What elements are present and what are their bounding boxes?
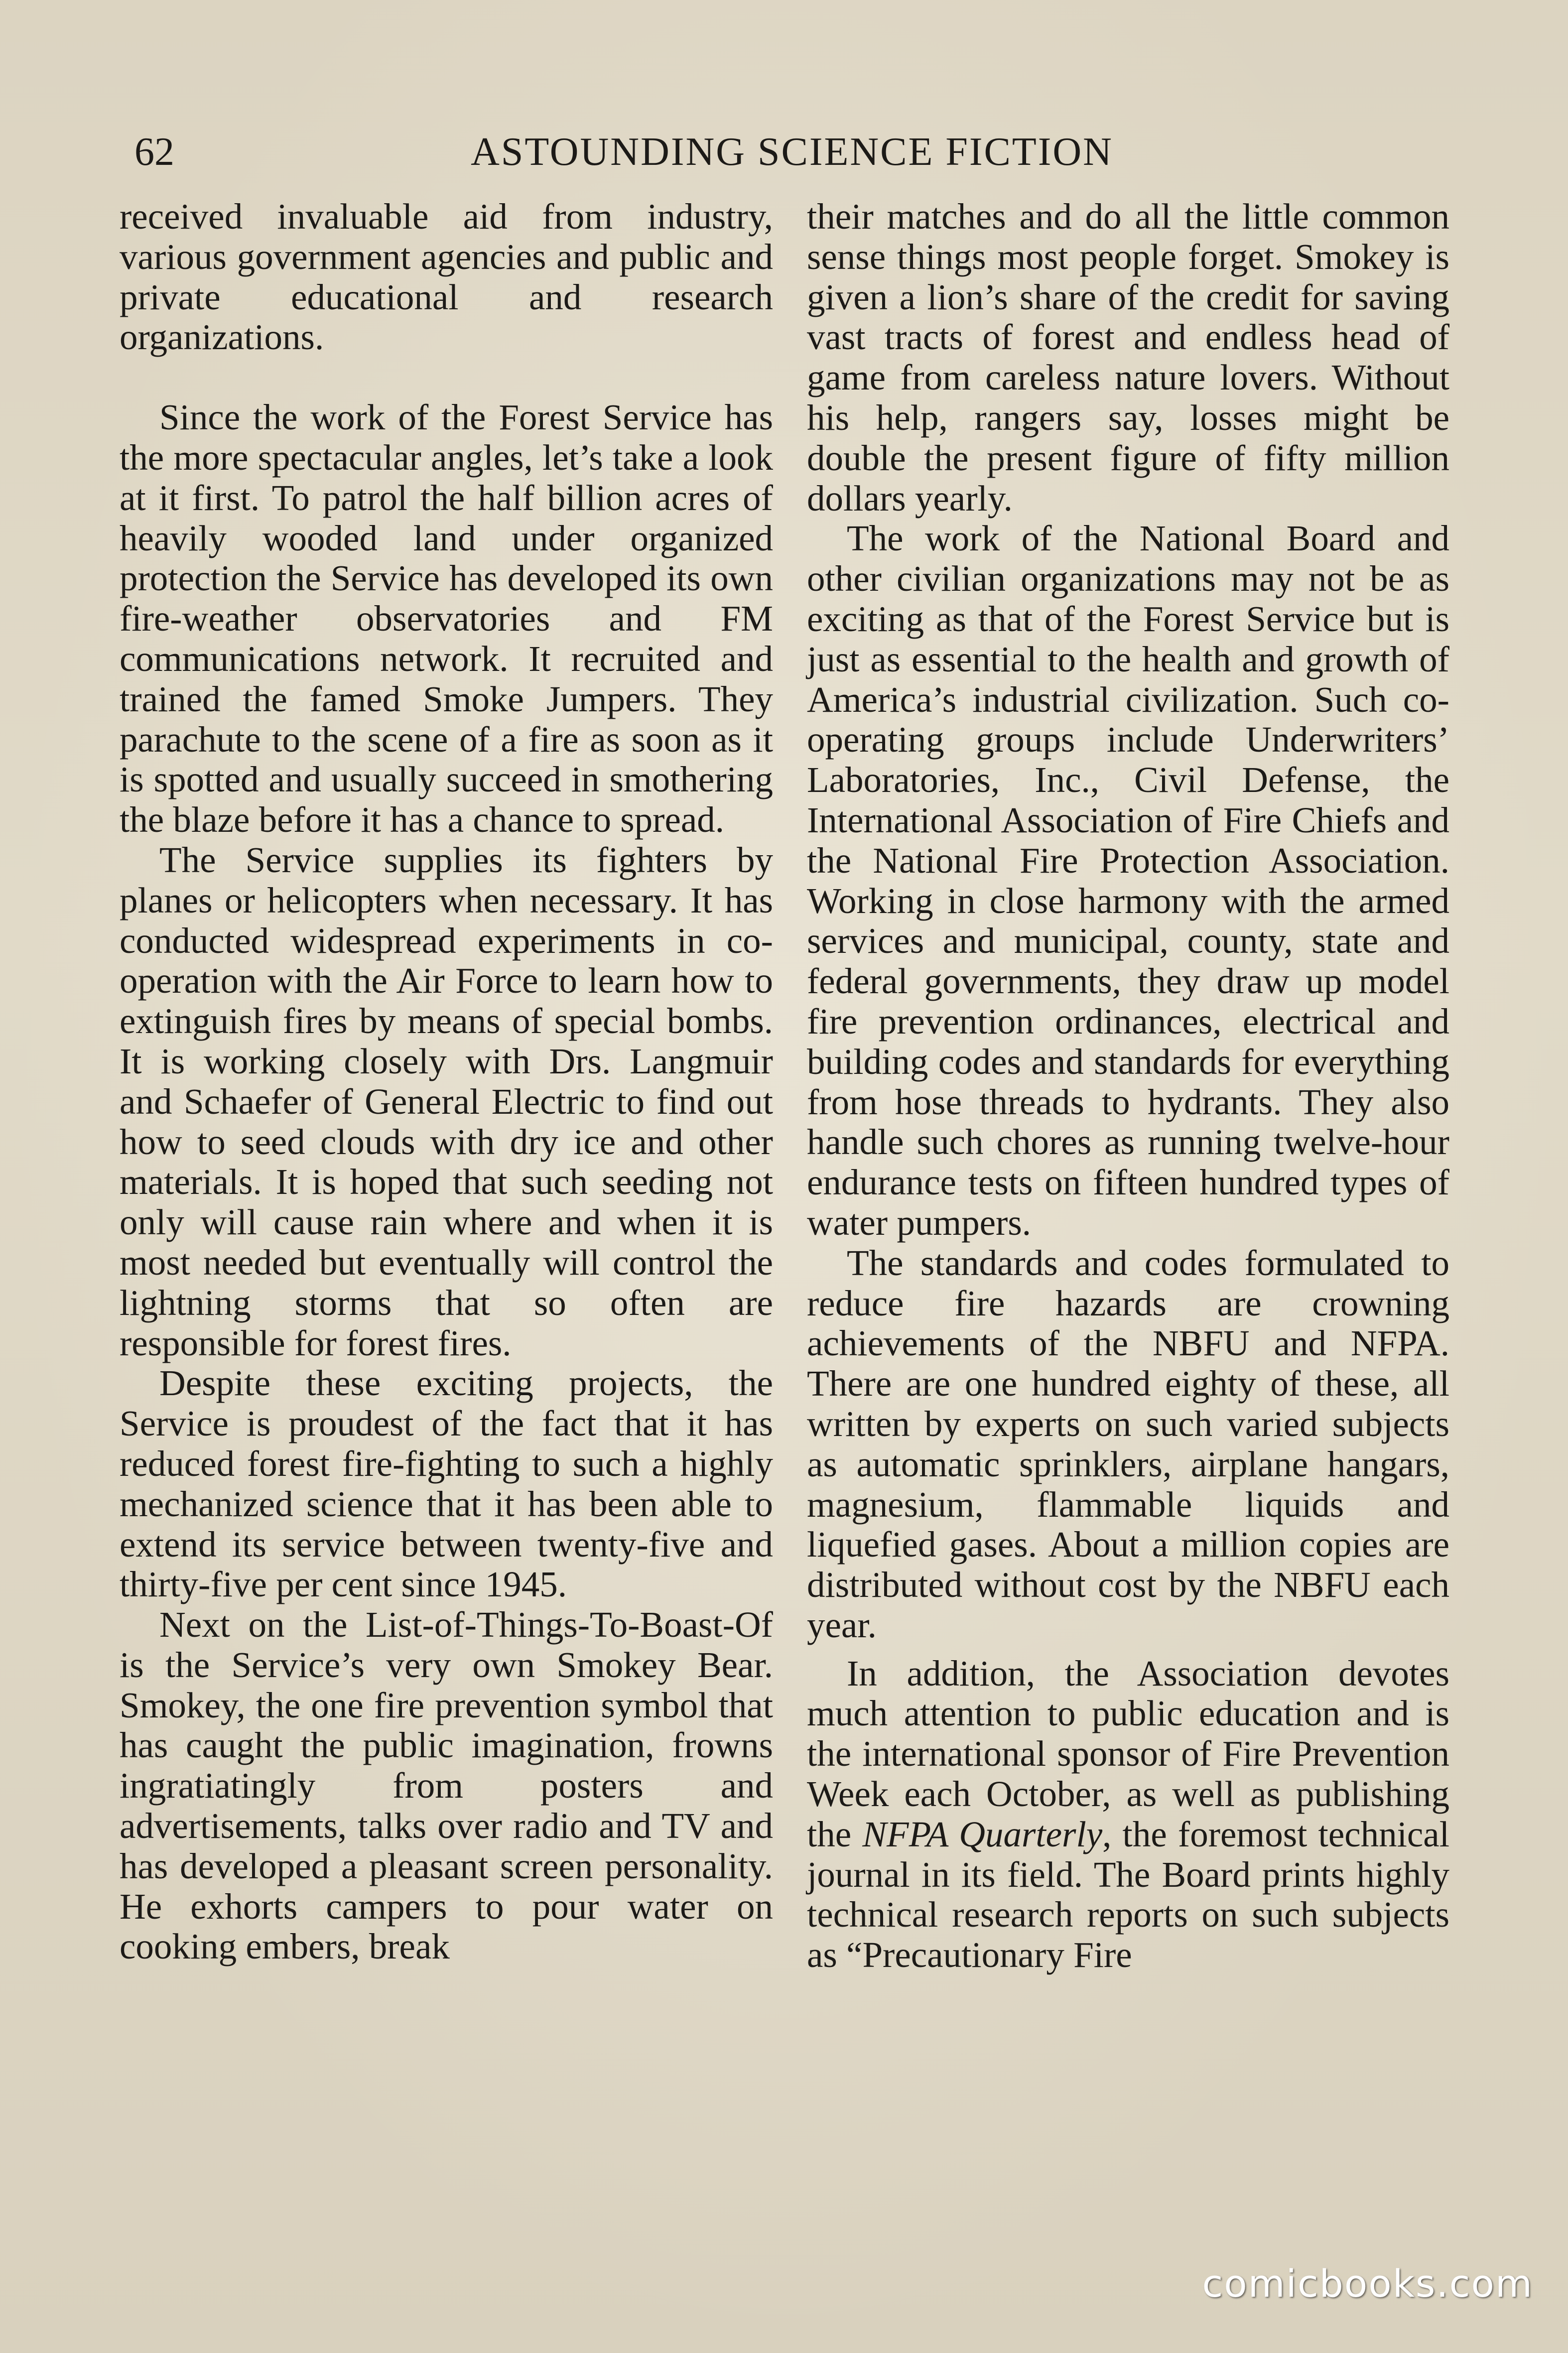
left-column <box>120 197 773 1967</box>
publication-title: NFPA Quarterly <box>862 1814 1103 1854</box>
paragraph: The Service supplies its fighters by planes or helicopters when necessary. It has conducted widespread experiments in co-operation with the Air Force to learn how to extinguish fires by means of special bombs. It is working closely with Drs. Langmuir and Schaefer of General Electric to find out how to seed clouds with dry ice and other materials. It is hoped that such seeding not only will cause rain where and when it is most needed but eventually will control the lightning storms that so often are responsible for forest fires. <box>120 839 773 1363</box>
paragraph: The standards and codes formulated to reduce fire hazards are crowning achievements of the NBFU and NFPA. There are one hundred eighty of these, all written by experts on such varied subjects as automatic sprinklers, airplane hangars, magnesium, flammable liquids and liquefied gases. About a million copies are distributed without cost by the NBFU each year. <box>807 1242 1449 1645</box>
page-header <box>134 125 1449 179</box>
page-number: 62 <box>134 130 174 174</box>
paragraph-text: , the foremost technical journal in its field. The Board prints highly technical research reports on such subjects as “Precautionary Fire <box>807 1814 1449 1975</box>
running-title: ASTOUNDING SCIENCE FICTION <box>471 130 1113 174</box>
watermark: comicbooks.com <box>1202 2261 1533 2306</box>
right-column <box>807 197 1449 1975</box>
paragraph: The work of the National Board and other civilian organizations may not be as exciting as that of the Forest Service but is just as essential to the health and growth of America’s industrial civilization. Such co-operating groups include Underwriters’ Laboratories, Inc., Civil Defense, the International Association of Fire Chiefs and the National Fire Protection Association. Working in close harmony with the armed services and municipal, county, state and federal governments, they draw up model fire prevention ordinances, electrical and building codes and standards for everything from hose threads to hydrants. They also handle such chores as running twelve-hour endurance tests on fifteen hundred types of water pumpers. <box>807 518 1449 1243</box>
paragraph: their matches and do all the little common sense things most people forget. Smokey is given a lion’s share of the credit for saving vast tracts of forest and endless head of game from careless nature lovers. Without his help, rangers say, losses might be double the present figure of fifty million dollars yearly. <box>807 196 1449 519</box>
paragraph-text: In addition, the Association devotes much attention to public education and is the international sponsor of Fire Prevention Week each October, as well as publishing the <box>807 1653 1449 1854</box>
paragraph: Next on the List-of-Things-To-Boast-Of is the Service’s very own Smokey Bear. Smokey, the one fire prevention symbol that has caught the public imagination, frowns ingratiatingly from posters and advertisements, talks over radio and TV and has developed a pleasant screen personality. He exhorts campers to pour water on cooking embers, break <box>120 1604 773 1967</box>
paragraph: Despite these exciting projects, the Service is proudest of the fact that it has reduced forest fire-fighting to such a highly mechanized science that it has been able to extend its service between twenty-five and thirty-five per cent since 1945. <box>120 1363 773 1605</box>
paragraph: received invaluable aid from industry, various government agencies and public and private educational and research organizations. <box>120 196 773 358</box>
paragraph: Since the work of the Forest Service has the more spectacular angles, let’s take a look at it first. To patrol the half billion acres of heavily wooded land under organized protection the Service has developed its own fire-weather observatories and FM communications network. It recruited and trained the famed Smoke Jumpers. They parachute to the scene of a fire as soon as it is spotted and usually succeed in smothering the blaze before it has a chance to spread. <box>120 397 773 840</box>
paragraph <box>807 1654 1449 1975</box>
